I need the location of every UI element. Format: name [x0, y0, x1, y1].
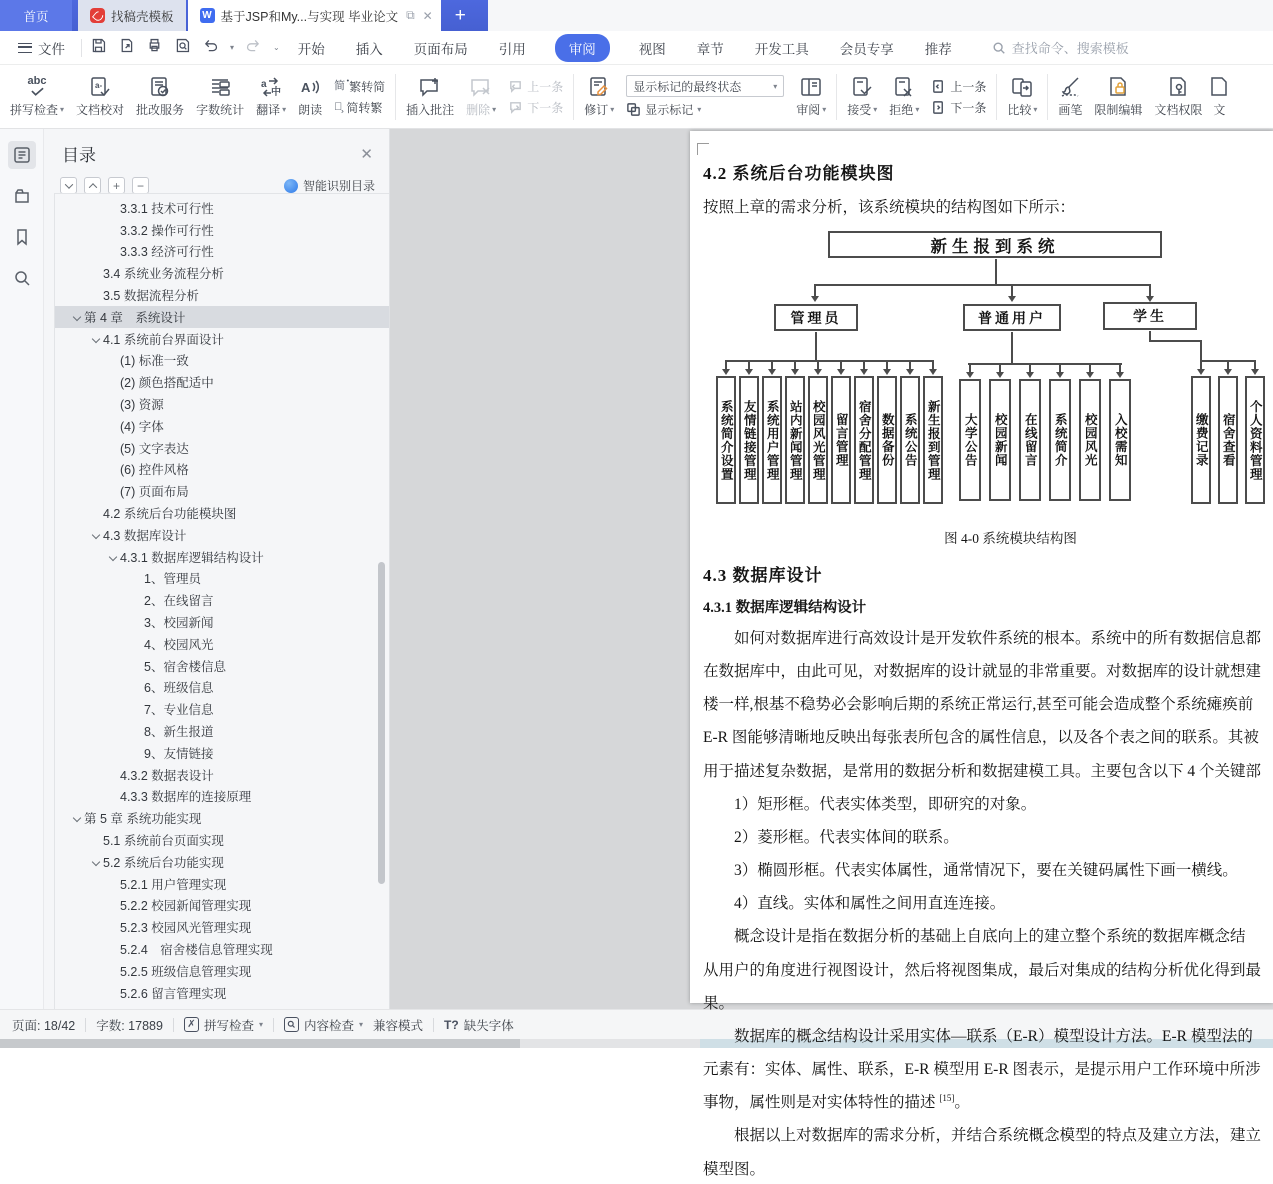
divider: [996, 74, 997, 120]
diagram-admin-children: [716, 376, 943, 504]
toc-item[interactable]: 4.3 数据库设计: [55, 524, 389, 546]
diagram-node: 校园风光: [1079, 379, 1101, 501]
document-text-line: 元素有：实体、属性、联系，E-R 模型用 E-R 图表示，是提示用户工作环境中所涉: [703, 1061, 1261, 1079]
chevron-down-icon[interactable]: [88, 532, 103, 538]
svg-text:中: 中: [271, 87, 282, 98]
toc-item[interactable]: 4.3.1 数据库逻辑结构设计: [55, 546, 389, 568]
toc-item[interactable]: 5.2.2 校园新闻管理实现: [120, 899, 252, 914]
print-preview-icon[interactable]: [174, 37, 191, 59]
divider: [81, 39, 82, 57]
track-changes-icon: [587, 75, 611, 99]
document-page[interactable]: [690, 131, 1273, 1178]
document-text-line: 从用户的角度进行视图设计，然后将视图集成，最后对集成的结构分析优化得到最: [703, 961, 1262, 979]
compat-mode-button[interactable]: 兼容模式: [373, 1018, 424, 1033]
document-text-line: 如何对数据库进行高效设计是开发软件系统的根本。系统中的所有数据信息都: [734, 630, 1262, 648]
lock-icon: [1106, 75, 1130, 99]
toc-item[interactable]: 5.2.1 用户管理实现: [120, 877, 227, 892]
diagram-branch-student: 学生: [1103, 302, 1197, 330]
word-count-button[interactable]: 字数统计: [190, 69, 250, 125]
toc-item[interactable]: 3.5 数据流程分析: [103, 289, 199, 304]
template-app-icon: [90, 8, 105, 23]
toc-item[interactable]: 3.4 系统业务流程分析: [103, 267, 224, 282]
doc-icon: [1207, 75, 1231, 99]
svg-text:a-: a-: [95, 81, 103, 90]
traditional-icon: 繁̧: [334, 100, 343, 113]
toc-item[interactable]: 3.3.1 技术可行性: [120, 201, 214, 216]
document-text-line: 用于描述复杂数据，是常用的数据分析和数据建模工具。主要包含以下 4 个关键部: [703, 762, 1262, 780]
track-changes-button[interactable]: 修订 ▾: [578, 69, 620, 125]
save-icon[interactable]: [90, 37, 107, 59]
prev-comment-button[interactable]: 上一条: [508, 78, 563, 95]
toc-item[interactable]: (3) 资源: [120, 398, 164, 413]
grading-service-icon: [148, 75, 172, 99]
diagram-root-node: 新生报到系统: [828, 231, 1162, 258]
annotation-panel-icon[interactable]: [8, 182, 36, 210]
next-revision-button[interactable]: 下一条: [931, 99, 986, 116]
toc-item[interactable]: 5.1 系统前台页面实现: [103, 834, 224, 848]
accept-icon: [850, 75, 874, 99]
content-check-button[interactable]: 内容检查 ▾: [284, 1016, 363, 1034]
figure-caption: 图 4-0 系统模块结构图: [944, 531, 1077, 546]
file-menu-label: 文件: [38, 41, 65, 57]
word-count-icon: [208, 75, 232, 99]
tab-template-label: 找稿壳模板: [111, 9, 174, 24]
smart-toc-icon: [284, 179, 298, 193]
quick-access-toolbar: [90, 37, 280, 59]
document-text-line: 楼一样,根基不稳势必会影响后期的系统正常运行,甚至可能会造成整个系统瘫痪前: [703, 696, 1254, 714]
svg-text:A: A: [301, 80, 311, 95]
delete-comment-button[interactable]: 删除 ▾: [460, 69, 502, 125]
toc-item[interactable]: (4) 字体: [120, 419, 164, 434]
chevron-down-icon[interactable]: [88, 336, 103, 342]
menu-tabs: [296, 34, 954, 62]
next-comment-icon: [508, 100, 523, 115]
diagram-node: 校园风光管理: [808, 376, 828, 504]
left-icon-rail: [0, 129, 44, 1009]
zoom-out-button[interactable]: −: [132, 177, 149, 194]
search-icon: [992, 41, 1006, 55]
expand-all-button[interactable]: [60, 177, 77, 194]
diagram-node: 友情链接管理: [739, 376, 759, 504]
translate-icon: [259, 75, 283, 99]
undo-icon[interactable]: [202, 37, 219, 59]
present-screen-icon[interactable]: ⧉: [406, 8, 415, 22]
divider: [573, 74, 574, 120]
menu-bar: [0, 31, 1273, 65]
print-icon[interactable]: [146, 37, 163, 59]
diagram-node: 宿舍查看: [1218, 376, 1238, 504]
document-text-line: 概念设计是指在数据分析的基础上自底向上的建立整个系统的数据库概念结: [734, 928, 1246, 946]
comment-delete-icon: [469, 75, 493, 99]
word-count-indicator[interactable]: 字数: 17889: [96, 1018, 163, 1033]
tab-document-label: 基于JSP和My...与实现 毕业论文: [220, 9, 399, 24]
diagram-node: 留言管理: [831, 376, 851, 504]
smart-toc-button[interactable]: 智能识别目录: [284, 177, 375, 194]
tab-document[interactable]: [188, 0, 441, 31]
redo-icon[interactable]: [245, 37, 262, 59]
diagram-branch-user: 普通用户: [963, 304, 1061, 331]
toc-item[interactable]: 4.3.2 数据表设计: [120, 768, 214, 783]
missing-font-icon: T?: [444, 1017, 459, 1032]
toc-item[interactable]: 4、校园风光: [144, 637, 214, 652]
body-text: [703, 620, 1273, 1184]
accept-revision-button[interactable]: 接受 ▾: [841, 69, 883, 125]
subsection-heading-4-3-1: 4.3.1 数据库逻辑结构设计: [703, 600, 867, 616]
diagram-node: 系统简介设置: [716, 376, 736, 504]
diagram-node: 系统用户管理: [762, 376, 782, 504]
undo-caret-icon[interactable]: ▾: [230, 43, 235, 52]
menu-recommend[interactable]: 推荐: [924, 41, 952, 57]
missing-font-button[interactable]: T? 缺失字体: [444, 1017, 514, 1033]
divider: [395, 74, 396, 120]
review-panel-button[interactable]: 审阅 ▾: [790, 69, 832, 125]
module-structure-diagram: [703, 229, 1273, 521]
document-text-line: 2）菱形框。代表实体间的联系。: [734, 829, 959, 847]
diagram-node: 宿舍分配管理: [854, 376, 874, 504]
divider: [836, 74, 837, 120]
section-heading-4-3: 4.3 数据库设计: [703, 566, 823, 585]
intro-paragraph: 按照上章的需求分析，该系统模块的结构图如下所示：: [703, 199, 1076, 216]
document-text-line: 3）椭圆形框。代表实体属性，通常情况下，要在关键码属性下画一横线。: [734, 862, 1238, 880]
menu-page-layout[interactable]: 页面布局: [413, 41, 468, 57]
toc-item[interactable]: 4.2 系统后台功能模块图: [103, 507, 237, 522]
key-icon: [1166, 75, 1190, 99]
clipped-button[interactable]: 文: [1208, 69, 1230, 125]
read-aloud-button[interactable]: A 朗读: [292, 69, 328, 125]
revision-nav-group: [925, 69, 992, 125]
trad-to-simp-button[interactable]: 简̇ 繁转简: [334, 79, 386, 94]
diagram-node: 系统公告: [900, 376, 920, 504]
svg-text:a: a: [261, 79, 267, 90]
close-panel-icon[interactable]: ✕: [360, 145, 373, 163]
toc-item[interactable]: 7、专业信息: [144, 703, 214, 718]
document-text-line: 数据库的概念结构设计采用实体—联系（E-R）模型设计方法。E-R 模型法的: [734, 1028, 1253, 1046]
prev-revision-button[interactable]: 上一条: [931, 78, 986, 95]
bottom-strip-mid: [520, 1039, 700, 1048]
chevron-down-icon[interactable]: [88, 859, 103, 865]
document-text-line: 4）直线。实体和属性之间用直连连接。: [734, 895, 1006, 913]
read-aloud-icon: [298, 75, 322, 99]
diagram-node: 数据备份: [877, 376, 897, 504]
toc-item[interactable]: 5.2.6 留言管理实现: [120, 986, 227, 1001]
menu-view[interactable]: 视图: [638, 41, 666, 57]
bookmark-panel-icon[interactable]: [8, 223, 36, 251]
reject-revision-button[interactable]: 拒绝 ▾: [883, 69, 925, 125]
diagram-branch-admin: 管理员: [774, 304, 858, 331]
diagram-node: 系统简介: [1049, 379, 1071, 501]
prev-revision-icon: [931, 79, 946, 94]
diagram-node: 缴费记录: [1191, 376, 1211, 504]
document-text-line: 在数据库中，由此可见，对数据库的设计就显的非常重要。对数据库的设计就想建: [703, 663, 1262, 681]
ink-brush-button[interactable]: 画笔: [1052, 69, 1088, 125]
toc-item[interactable]: 9、友情链接: [144, 746, 214, 761]
spellcheck-status-button[interactable]: ✗ 拼写检查 ▾: [184, 1016, 263, 1034]
diagram-user-children: [959, 379, 1131, 501]
zoom-in-button[interactable]: +: [108, 177, 125, 194]
show-markup-button[interactable]: 显示标记 ▾: [626, 101, 784, 118]
window-tab-bar: [0, 0, 1273, 31]
next-revision-icon: [931, 100, 946, 115]
toc-item[interactable]: 5.2.3 校园风光管理实现: [120, 921, 252, 936]
writer-doc-icon: W: [200, 8, 215, 23]
menu-references[interactable]: 引用: [498, 41, 526, 57]
diagram-node: 新生报到管理: [923, 376, 943, 504]
toc-item[interactable]: 5、宿舍楼信息: [144, 659, 226, 674]
toc-item[interactable]: 1、管理员: [144, 572, 201, 587]
diagram-node: 在线留言: [1019, 379, 1041, 501]
toc-item[interactable]: (5) 文字表达: [120, 441, 189, 456]
toc-panel-title: 目录: [62, 146, 96, 165]
menu-review[interactable]: 审阅: [555, 34, 610, 62]
diagram-node: 站内新闻管理: [785, 376, 805, 504]
markup-state-dropdown[interactable]: 显示标记的最终状态 ▾: [626, 75, 784, 97]
review-panel-icon: [799, 75, 823, 99]
simp-to-trad-button[interactable]: 繁̧ 简转繁: [334, 100, 383, 115]
toc-item[interactable]: (2) 颜色搭配适中: [120, 376, 214, 391]
toc-item[interactable]: 4.3.3 数据库的连接原理: [120, 790, 252, 805]
toc-item[interactable]: 2、在线留言: [144, 594, 214, 609]
simplified-icon: 简̇: [334, 79, 346, 92]
collapse-all-button[interactable]: [84, 177, 101, 194]
tab-template[interactable]: [78, 0, 186, 31]
menu-section[interactable]: 章节: [696, 41, 724, 57]
toc-item[interactable]: 5.2 系统后台功能实现: [55, 851, 389, 873]
new-tab-button[interactable]: +: [454, 4, 466, 26]
spellcheck-status-icon: ✗: [184, 1017, 199, 1032]
toc-item[interactable]: 8、新生报道: [144, 725, 214, 740]
toc-panel-icon[interactable]: [8, 141, 36, 169]
page-indicator[interactable]: 页面: 18/42: [12, 1018, 76, 1033]
close-tab-icon[interactable]: ✕: [422, 8, 433, 23]
toc-item[interactable]: 3.3.2 操作可行性: [120, 223, 214, 238]
chevron-down-icon[interactable]: [69, 815, 84, 821]
doc-proof-button[interactable]: a- 文档校对: [70, 69, 130, 125]
menu-dev-tools[interactable]: 开发工具: [754, 41, 809, 57]
menu-insert[interactable]: 插入: [355, 41, 383, 57]
toc-item[interactable]: (6) 控件风格: [120, 463, 189, 478]
restrict-editing-button[interactable]: 限制编辑: [1088, 69, 1148, 125]
tab-zone: [0, 0, 488, 31]
toc-item[interactable]: 5.2.4 宿舍楼信息管理实现: [120, 942, 273, 957]
document-text-line: 根据以上对数据库的需求分析，并结合系统概念模型的特点及建立方法，建立: [734, 1127, 1262, 1145]
show-markup-icon: [626, 102, 641, 117]
content-check-icon: [284, 1017, 299, 1032]
menu-member[interactable]: 会员专享: [839, 41, 894, 57]
insert-comment-button[interactable]: 插入批注: [400, 69, 460, 125]
diagram-node: 入校需知: [1109, 379, 1131, 501]
document-text-line: 模型图。: [703, 1160, 766, 1178]
doc-proof-icon: [88, 75, 112, 99]
spellcheck-button[interactable]: abc 拼写检查 ▾: [10, 75, 65, 117]
toc-item[interactable]: 3.3.3 经济可行性: [120, 245, 214, 260]
toc-item[interactable]: 第 5 章 系统功能实现: [55, 807, 389, 829]
toc-item[interactable]: (1) 标准一致: [120, 354, 189, 369]
section-heading-4-2: 4.2 系统后台功能模块图: [703, 164, 895, 183]
reject-icon: [892, 75, 916, 99]
search-placeholder: 查找命令、搜索模板: [1011, 41, 1129, 56]
grading-service-button[interactable]: 批改服务: [130, 69, 190, 125]
file-menu-button[interactable]: [10, 38, 73, 58]
chevron-down-icon[interactable]: [105, 554, 120, 560]
menu-start[interactable]: 开始: [297, 41, 325, 57]
next-comment-button[interactable]: 下一条: [508, 99, 563, 116]
toc-item[interactable]: 4.1 系统前台界面设计: [55, 328, 389, 350]
toc-item[interactable]: 5.2.5 班级信息管理实现: [120, 964, 252, 979]
chevron-down-icon[interactable]: [69, 314, 84, 320]
review-ribbon: [0, 65, 1273, 129]
toc-item[interactable]: 6、班级信息: [144, 681, 214, 696]
quickbar-collapse-icon[interactable]: ⌄: [273, 43, 280, 52]
brush-icon: [1058, 75, 1082, 99]
toc-item[interactable]: (7) 页面布局: [120, 485, 189, 500]
citation-superscript: [15]: [939, 1093, 955, 1104]
document-text-line: E-R 图能够清晰地反映出每张表所包含的属性信息，以及各个表之间的联系。其被: [703, 729, 1259, 747]
diagram-student-children: [1191, 376, 1265, 504]
document-text-line: 1）矩形框。代表实体类型，即研究的对象。: [734, 795, 1037, 813]
doc-permission-button[interactable]: 文档权限: [1148, 69, 1208, 125]
diagram-node: 个人资料管理: [1245, 376, 1265, 504]
hamburger-icon: [18, 43, 32, 53]
comment-nav-group: [502, 69, 569, 125]
compare-button[interactable]: 比较 ▾: [1001, 69, 1043, 125]
toc-item[interactable]: 第 4 章 系统设计: [55, 306, 389, 328]
command-search-box[interactable]: [992, 38, 1129, 57]
diagram-node: 大学公告: [959, 379, 981, 501]
search-panel-icon[interactable]: [8, 264, 36, 292]
toc-panel: [44, 129, 390, 1009]
compare-icon: [1010, 75, 1034, 99]
spellcheck-icon: abc: [28, 75, 47, 99]
divider: [1047, 74, 1048, 120]
convert-group: [328, 69, 391, 125]
toc-list: [54, 193, 389, 1009]
diagram-node: 校园新闻: [989, 379, 1011, 501]
comment-plus-icon: [418, 75, 442, 99]
margin-corner-mark: [697, 143, 709, 155]
translate-button[interactable]: a 中 翻译 ▾: [250, 69, 292, 125]
prev-comment-icon: [508, 79, 523, 94]
document-text-line: 果。: [703, 994, 735, 1012]
export-icon[interactable]: [118, 37, 135, 59]
bottom-strip-left: [0, 1039, 520, 1048]
toc-scrollbar-thumb[interactable]: [378, 562, 385, 884]
toc-item[interactable]: 3、校园新闻: [144, 616, 214, 631]
markup-group: [620, 69, 790, 125]
tab-home[interactable]: 首页: [0, 0, 72, 31]
document-text-line: 事物，属性则是对实体特性的描述 [15]。: [703, 1093, 970, 1112]
